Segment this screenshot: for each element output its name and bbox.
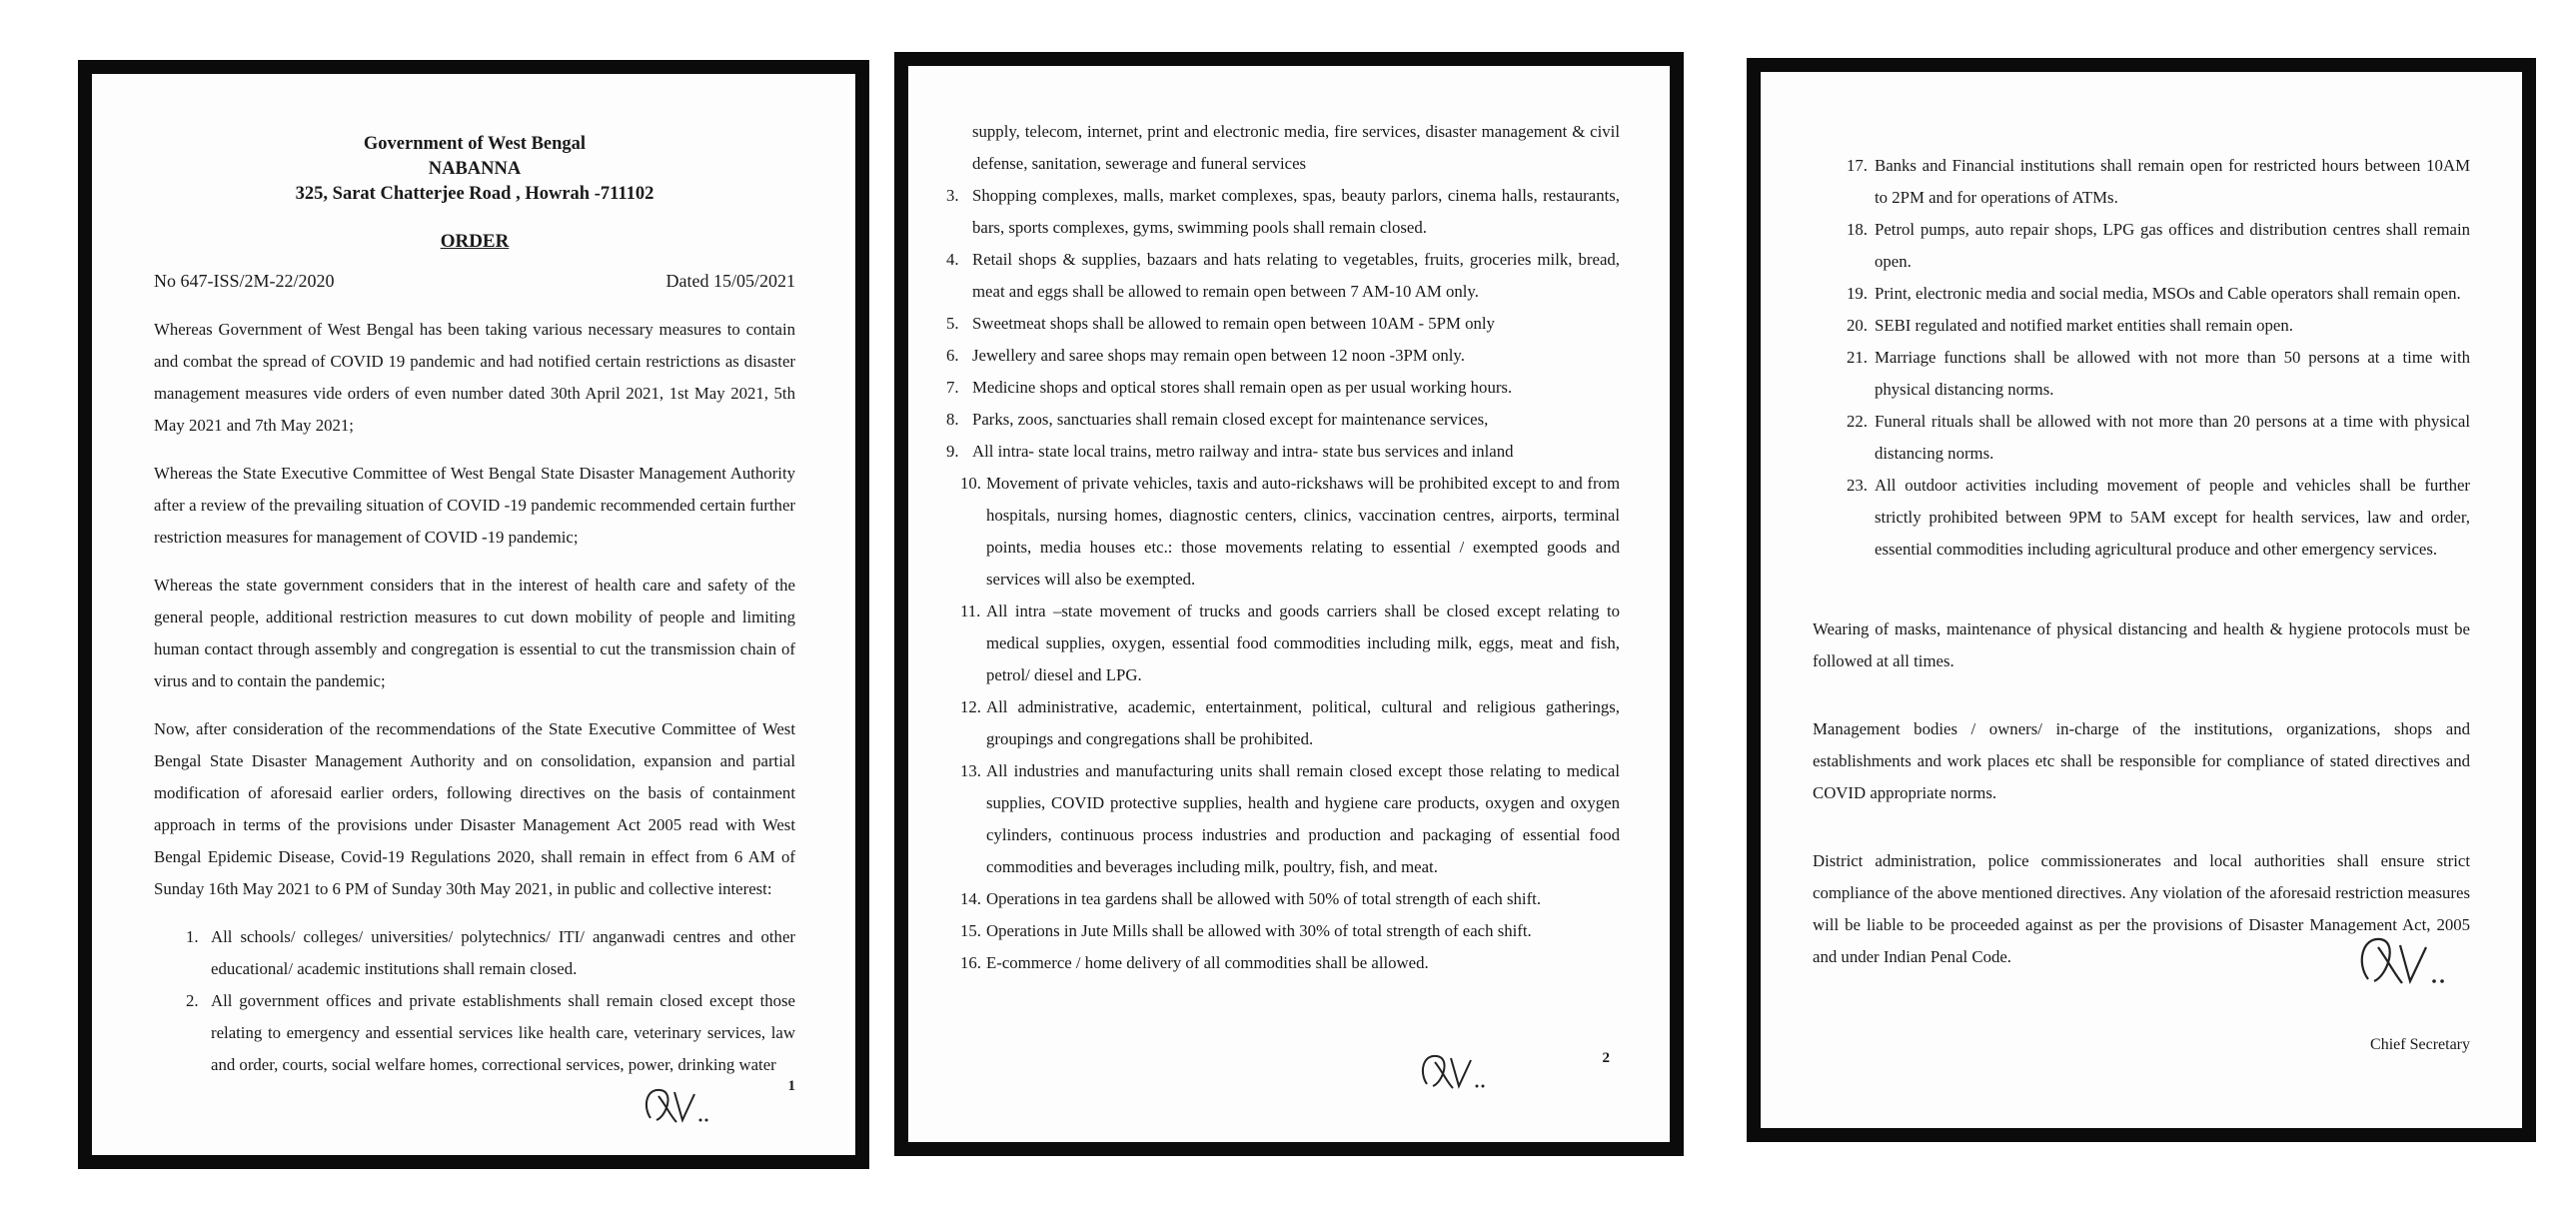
order-number: No 647-ISS/2M-22/2020 [154, 271, 335, 291]
signature-image [1413, 1042, 1503, 1097]
item-number: 16. [960, 953, 981, 972]
list-item [1813, 310, 2470, 342]
list-item [946, 755, 1620, 883]
paragraph: Whereas the state government considers that in the interest of health care and safety of the general people, additional restriction measures to cut down mobility of people and limiting human contact through assembly and congregation is essential to cut the transmission chain of virus and to contain the pandemic; [154, 576, 795, 690]
item-text: Banks and Financial institutions shall remain open for restricted hours between 10AM to 2PM and for operations of ATMs. [1875, 156, 2470, 207]
list-item [1813, 150, 2470, 214]
item-text: All industries and manufacturing units shall remain closed except those relating to medical supplies, COVID protective supplies, health and hygiene care products, oxygen and oxygen cylinders, continuous process industries and production and packaging of essential food commodities and beverages including milk, poultry, fish, and meat. [986, 761, 1620, 876]
signature-image [2350, 923, 2460, 993]
item-number: 5. [946, 314, 959, 333]
item-number: 6. [946, 346, 959, 365]
item-text: Marriage functions shall be allowed with not more than 50 persons at a time with physical distancing norms. [1875, 348, 2470, 399]
list-item [946, 596, 1620, 691]
item-text: All schools/ colleges/ universities/ polytechnics/ ITI/ anganwadi centres and other educational/ academic institutions shall remain closed. [211, 927, 795, 978]
item-text: Movement of private vehicles, taxis and auto-rickshaws will be prohibited except to and from hospitals, nursing homes, diagnostic centers, clinics, vaccination centres, airports, terminal points, media houses etc.: those movements relating to essential / exempted goods and services will also be exempted. [986, 474, 1620, 589]
list-item [946, 244, 1620, 308]
item-text: Operations in Jute Mills shall be allowed with 30% of total strength of each shift. [986, 921, 1532, 940]
item-number: 4. [946, 250, 959, 269]
item-number: 11. [960, 602, 981, 620]
page-number: 2 [1602, 1050, 1610, 1066]
item-number: 20. [1847, 316, 1868, 335]
list-item [1813, 406, 2470, 470]
order-title: ORDER [440, 231, 510, 252]
item-number: 3. [946, 186, 959, 205]
item-number: 7. [946, 378, 959, 397]
paragraph: District administration, police commissionerates and local authorities shall ensure strict compliance of the above mentioned directives. Any violation of the aforesaid restriction measures will be liable to be proceeded against as per the provisions of Disaster Management Act, 2005 and under Indian Penal Code. [1813, 851, 2470, 966]
list-item [154, 921, 795, 985]
item-text: SEBI regulated and notified market entities shall remain open. [1875, 316, 2293, 335]
item-text: All intra –state movement of trucks and goods carriers shall be closed except relating to medical supplies, oxygen, essential food commodities including milk, eggs, meat and fish, petrol/ diesel and LPG. [986, 602, 1620, 684]
letterhead-line-1: Government of West Bengal [363, 134, 587, 154]
item-number: 10. [960, 474, 981, 493]
item-text: Funeral rituals shall be allowed with not more than 20 persons at a time with physical distancing norms. [1875, 412, 2470, 463]
item-text: All intra- state local trains, metro railway and intra- state bus services and inland [972, 442, 1514, 461]
item-number: 12. [960, 697, 981, 716]
list-item [946, 308, 1620, 340]
list-item [946, 915, 1620, 947]
letterhead-line-2: NABANNA [428, 159, 522, 179]
list-item [946, 404, 1620, 436]
item-number: 23. [1847, 476, 1868, 495]
order-number-row [154, 271, 795, 292]
item-number: 13. [960, 761, 981, 780]
list-item [946, 180, 1620, 244]
list-item [946, 691, 1620, 755]
item-number: 2. [186, 991, 199, 1010]
item-text: Petrol pumps, auto repair shops, LPG gas offices and distribution centres shall remain open. [1875, 220, 2470, 271]
item-number: 8. [946, 410, 959, 429]
paragraph: Whereas Government of West Bengal has been taking various necessary measures to contain and combat the spread of COVID 19 pandemic and had notified certain restrictions as disaster management measures vide orders of even number dated 30th April 2021, 1st May 2021, 5th May 2021 and 7th May 2021; [154, 320, 795, 435]
item-text: Medicine shops and optical stores shall remain open as per usual working hours. [972, 378, 1513, 397]
page-1 [78, 60, 869, 1169]
item-text: All government offices and private establishments shall remain closed except those relating to emergency and essential services like health care, veterinary services, law and order, courts, social welfare homes, correctional services, power, drinking water [211, 991, 795, 1074]
list-item [1813, 214, 2470, 278]
item-number: 18. [1847, 220, 1868, 239]
item-text: Operations in tea gardens shall be allowed with 50% of total strength of each shift. [986, 889, 1542, 908]
letterhead-line-3: 325, Sarat Chatterjee Road , Howrah -711102 [295, 184, 654, 204]
item-text: E-commerce / home delivery of all commodities shall be allowed. [986, 953, 1429, 972]
list-item [946, 947, 1620, 979]
item-number: 1. [186, 927, 199, 946]
item-text: All administrative, academic, entertainment, political, cultural and religious gatherings, groupings and congregations shall be prohibited. [986, 697, 1620, 748]
list-item [946, 468, 1620, 596]
item-text: Shopping complexes, malls, market complexes, spas, beauty parlors, cinema halls, restaurants, bars, sports complexes, gyms, swimming pools shall remain closed. [972, 186, 1620, 237]
item-text: Print, electronic media and social media, MSOs and Cable operators shall remain open. [1875, 284, 2461, 303]
item-number: 22. [1847, 412, 1868, 431]
page-3 [1747, 58, 2536, 1142]
item-number: 15. [960, 921, 981, 940]
letterhead [154, 132, 795, 207]
paragraph: Now, after consideration of the recommendations of the State Executive Committee of West Bengal State Disaster Management Authority and on consolidation, expansion and partial modification of aforesaid earlier orders, following directives on the basis of containment approach in terms of the provisions under Disaster Management Act 2005 read with West Bengal Epidemic Disease, Covid-19 Regulations 2020, shall remain in effect from 6 AM of Sunday 16th May 2021 to 6 PM of Sunday 30th May 2021, in public and collective interest: [154, 719, 795, 898]
order-date: Dated 15/05/2021 [665, 271, 795, 291]
item-number: 9. [946, 442, 959, 461]
directive-list [154, 921, 795, 1081]
signature-image [637, 1076, 726, 1131]
item-number: 17. [1847, 156, 1868, 175]
item-number: 14. [960, 889, 981, 908]
item-text: Jewellery and saree shops may remain open between 12 noon -3PM only. [972, 346, 1465, 365]
item-text: All outdoor activities including movement of people and vehicles shall be further strictly prohibited between 9PM to 5AM except for health services, law and order, essential commodities including agricultural produce and other emergency services. [1875, 476, 2470, 559]
directive-list [1813, 150, 2470, 566]
page-number: 1 [787, 1078, 795, 1094]
item-number: 21. [1847, 348, 1868, 367]
signatory-title: Chief Secretary [2370, 1036, 2470, 1053]
list-item [1813, 278, 2470, 310]
directive-list [946, 468, 1620, 979]
page-2 [894, 52, 1684, 1156]
list-item [154, 985, 795, 1081]
list-item [946, 372, 1620, 404]
paragraph: Whereas the State Executive Committee of West Bengal State Disaster Management Authority after a review of the prevailing situation of COVID -19 pandemic recommended certain further restriction measures for management of COVID -19 pandemic; [154, 464, 795, 547]
list-item [1813, 342, 2470, 406]
item-text: Retail shops & supplies, bazaars and hats relating to vegetables, fruits, groceries milk, bread, meat and eggs shall be allowed to remain open between 7 AM-10 AM only. [972, 250, 1620, 301]
item-number: 19. [1847, 284, 1868, 303]
list-item [946, 883, 1620, 915]
paragraph: Management bodies / owners/ in-charge of the institutions, organizations, shops and establishments and work places etc shall be responsible for compliance of stated directives and COVID appropriate norms. [1813, 719, 2470, 802]
list-item [946, 436, 1620, 468]
continuation-text: supply, telecom, internet, print and electronic media, fire services, disaster management & civil defense, sanitation, sewerage and funeral services [972, 122, 1620, 173]
list-item [1813, 470, 2470, 566]
item-text: Parks, zoos, sanctuaries shall remain closed except for maintenance services, [972, 410, 1489, 429]
paragraph: Wearing of masks, maintenance of physical distancing and health & hygiene protocols must be followed at all times. [1813, 619, 2470, 670]
item-text: Sweetmeat shops shall be allowed to remain open between 10AM - 5PM only [972, 314, 1495, 333]
directive-list [946, 180, 1620, 468]
list-item [946, 340, 1620, 372]
